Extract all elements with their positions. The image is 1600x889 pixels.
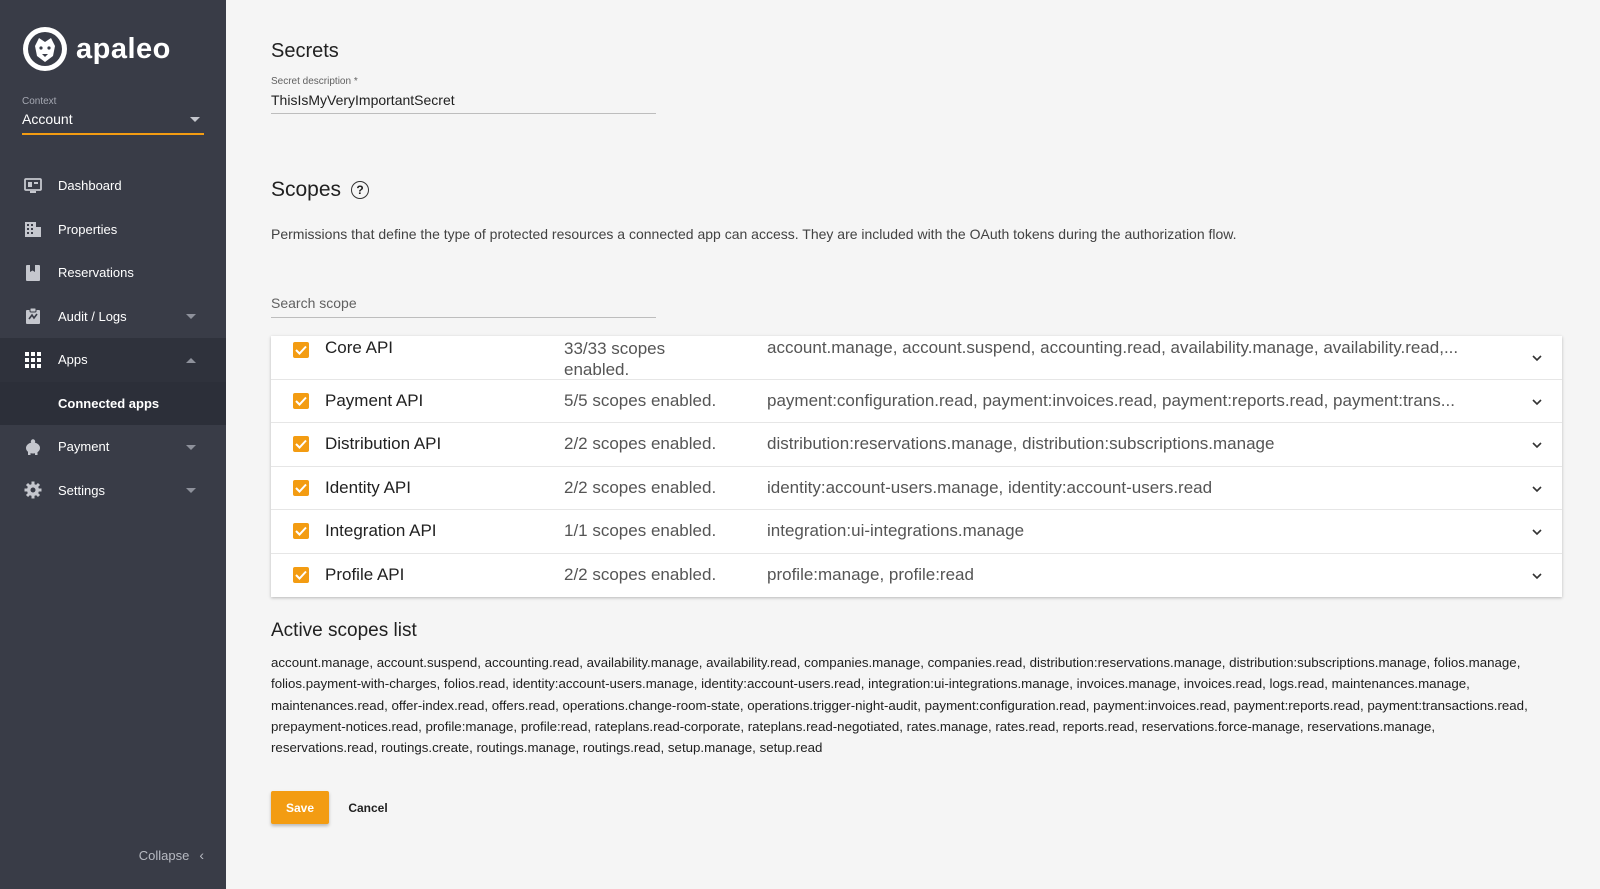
collapse-sidebar-button[interactable] xyxy=(139,847,204,863)
dashboard-icon xyxy=(24,177,42,195)
scope-row-distribution-api[interactable] xyxy=(271,423,1562,467)
chevron-down-icon[interactable] xyxy=(1530,569,1544,583)
collapse-label: Collapse xyxy=(138,847,190,863)
book-icon xyxy=(24,264,42,282)
sidebar-item-label: Audit / Logs xyxy=(58,308,127,324)
sidebar-item-reservations[interactable] xyxy=(0,251,226,295)
chevron-down-icon[interactable] xyxy=(1530,438,1544,452)
scope-count: 2/2 scopes enabled. xyxy=(564,434,717,453)
scopes-table xyxy=(271,336,1562,597)
chevron-down-icon[interactable] xyxy=(1530,482,1544,496)
sidebar-item-label: Payment xyxy=(58,439,110,455)
search-scope-input[interactable]: Search scope xyxy=(271,295,656,318)
checkbox-checked-icon[interactable] xyxy=(293,342,309,358)
sidebar-item-settings[interactable] xyxy=(0,469,226,513)
sidebar-item-properties[interactable] xyxy=(0,208,226,252)
apaleo-logo[interactable] xyxy=(22,26,171,72)
active-scopes-list: account.manage, account.suspend, accounting.read, availability.manage, availability.read, companies.manage, companies.read, distribution:reservations.manage, distribution:subscriptions.manage, folios.manage, folios.payment-with-charges, folios.read, identity:account-users.manage, identity:account-users.read, integration:ui-integrations.manage, invoices.manage, invoices.read, logs.read, maintenances.manage, maintenances.read, offer-index.read, offers.read, operations.change-room-state, operations.trigger-night-audit, payment:configuration.read, payment:invoices.read, payment:reports.read, payment:transactions.read, prepayment-notices.read, profile:manage, profile:read, rateplans.read-corporate, rateplans.read-negotiated, rates.manage, rates.read, reports.read, reservations.force-manage, reservations.manage, reservations.read, routings.create, routings.manage, routings.read, setup.manage, setup.read xyxy=(271,655,1528,756)
checkbox-checked-icon[interactable] xyxy=(293,393,309,409)
scope-count: 2/2 scopes enabled. xyxy=(564,564,717,584)
secret-description-input[interactable]: ThisIsMyVeryImportantSecret xyxy=(271,92,455,108)
checkbox-checked-icon[interactable] xyxy=(293,523,309,539)
context-selector[interactable] xyxy=(22,96,204,135)
sidebar xyxy=(0,0,226,889)
scope-name: Identity API xyxy=(325,477,411,497)
secrets-heading: Secrets xyxy=(271,40,339,62)
sidebar-subitem-label: Connected apps xyxy=(58,395,160,411)
context-select[interactable] xyxy=(22,111,204,135)
active-scopes-heading: Active scopes list xyxy=(271,620,417,641)
scope-list: integration:ui-integrations.manage xyxy=(767,521,1025,540)
scope-name: Core API xyxy=(325,338,394,357)
scope-name: Distribution API xyxy=(325,434,442,453)
chevron-up-icon xyxy=(186,358,196,363)
scopes-heading xyxy=(271,178,369,202)
sidebar-item-payment[interactable] xyxy=(0,425,226,469)
main-content xyxy=(226,0,1600,889)
sidebar-item-label: Settings xyxy=(58,482,105,498)
save-button[interactable]: Save xyxy=(271,791,329,824)
sidebar-item-audit-logs[interactable] xyxy=(0,295,226,339)
scope-row-payment-api[interactable] xyxy=(271,380,1562,424)
building-icon xyxy=(24,220,42,238)
help-icon[interactable]: ? xyxy=(351,181,369,199)
scope-count: 5/5 scopes enabled. xyxy=(564,390,717,410)
sidebar-item-label: Properties xyxy=(58,221,118,237)
piggy-bank-icon xyxy=(24,438,42,456)
gear-icon xyxy=(24,481,42,499)
checkbox-checked-icon[interactable] xyxy=(293,436,309,452)
scope-row-integration-api[interactable] xyxy=(271,510,1562,554)
context-value: Account xyxy=(22,111,73,127)
scope-row-profile-api[interactable] xyxy=(271,554,1562,598)
scope-list: identity:account-users.manage, identity:account-users.read xyxy=(767,477,1213,497)
secret-description-label: Secret description * xyxy=(271,76,358,87)
sidebar-item-label: Apps xyxy=(58,352,88,368)
chevron-left-icon: ‹ xyxy=(199,847,204,863)
scope-list: payment:configuration.read, payment:invoices.read, payment:reports.read, payment:trans... xyxy=(767,390,1455,410)
sidebar-nav xyxy=(0,164,226,512)
scope-row-core-api[interactable] xyxy=(271,336,1562,380)
scopes-title: Scopes xyxy=(271,178,342,201)
lion-logo-icon xyxy=(22,26,68,72)
chevron-down-icon[interactable] xyxy=(1530,351,1544,365)
checkbox-checked-icon[interactable] xyxy=(293,480,309,496)
scope-count: 33/33 scopes enabled. xyxy=(564,339,666,379)
scope-list: profile:manage, profile:read xyxy=(767,564,974,584)
sidebar-item-apps[interactable] xyxy=(0,338,226,382)
sidebar-subitem-connected-apps[interactable] xyxy=(0,382,226,426)
scope-list: account.manage, account.suspend, accounting.read, availability.manage, availability.read,... xyxy=(767,338,1459,357)
scopes-description: Permissions that define the type of protected resources a connected app can access. They are included with the OAuth tokens during the authorization flow. xyxy=(271,226,1237,242)
scope-row-identity-api[interactable] xyxy=(271,467,1562,511)
scope-list: distribution:reservations.manage, distribution:subscriptions.manage xyxy=(767,434,1275,453)
audit-icon xyxy=(24,307,42,325)
brand-name: apaleo xyxy=(76,32,171,65)
chevron-down-icon xyxy=(186,488,196,493)
secret-description-field[interactable] xyxy=(271,76,656,114)
apps-grid-icon xyxy=(24,351,42,369)
chevron-down-icon xyxy=(186,314,196,319)
checkbox-checked-icon[interactable] xyxy=(293,567,309,583)
sidebar-item-dashboard[interactable] xyxy=(0,164,226,208)
scope-count: 1/1 scopes enabled. xyxy=(564,521,717,540)
chevron-down-icon xyxy=(186,445,196,450)
scope-name: Integration API xyxy=(325,521,437,540)
chevron-down-icon[interactable] xyxy=(1530,525,1544,539)
scope-count: 2/2 scopes enabled. xyxy=(564,477,717,497)
chevron-down-icon[interactable] xyxy=(1530,395,1544,409)
chevron-down-icon xyxy=(190,117,200,122)
scope-name: Payment API xyxy=(325,390,424,410)
cancel-button[interactable]: Cancel xyxy=(348,800,388,815)
sidebar-item-label: Reservations xyxy=(58,265,134,281)
sidebar-item-label: Dashboard xyxy=(58,178,122,194)
scope-name: Profile API xyxy=(325,564,405,584)
context-label: Context xyxy=(22,96,57,107)
